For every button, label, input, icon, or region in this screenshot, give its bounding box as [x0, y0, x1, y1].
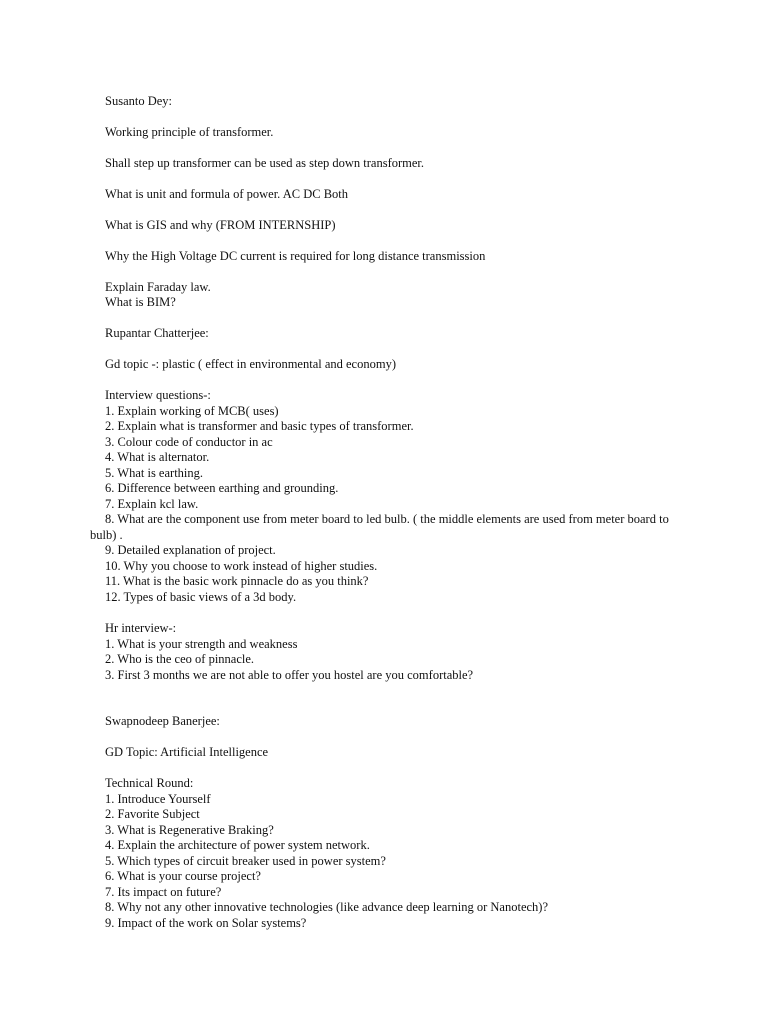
- list-item: 2. Who is the ceo of pinnacle.: [105, 652, 255, 666]
- list-item: 4. What is alternator.: [105, 450, 210, 464]
- heading-swapnodeep-banerjee: Swapnodeep Banerjee:: [105, 714, 220, 728]
- heading-susanto-dey: Susanto Dey:: [105, 94, 173, 108]
- text-line: What is unit and formula of power. AC DC Both: [105, 187, 349, 201]
- section-heading: Hr interview-:: [105, 621, 177, 635]
- list-item: 9. Impact of the work on Solar systems?: [105, 916, 307, 930]
- list-item: 8. Why not any other innovative technologies (like advance deep learning or Nanotech)?: [105, 900, 549, 914]
- list-item: 10. Why you choose to work instead of higher studies.: [105, 559, 378, 573]
- list-item: 11. What is the basic work pinnacle do as you think?: [105, 574, 369, 588]
- text-line: Explain Faraday law.: [105, 280, 211, 294]
- list-item: 1. Introduce Yourself: [105, 792, 211, 806]
- gd-topic-line: Gd topic -: plastic ( effect in environmental and economy): [105, 357, 396, 371]
- list-item: 12. Types of basic views of a 3d body.: [105, 590, 297, 604]
- text-line: Why the High Voltage DC current is required for long distance transmission: [105, 249, 486, 263]
- text-line: Shall step up transformer can be used as step down transformer.: [105, 156, 425, 170]
- list-item: 7. Its impact on future?: [105, 885, 222, 899]
- heading-rupantar-chatterjee: Rupantar Chatterjee:: [105, 326, 209, 340]
- list-item: 2. Favorite Subject: [105, 807, 200, 821]
- list-item: 4. Explain the architecture of power system network.: [105, 838, 370, 852]
- list-item: 1. Explain working of MCB( uses): [105, 404, 279, 418]
- gd-topic-line: GD Topic: Artificial Intelligence: [105, 745, 269, 759]
- list-item-continuation: bulb) .: [90, 528, 123, 542]
- list-item: 5. Which types of circuit breaker used in power system?: [105, 854, 386, 868]
- list-item: 1. What is your strength and weakness: [105, 637, 298, 651]
- list-item: 8. What are the component use from meter board to led bulb. ( the middle elements are used from meter board to: [105, 512, 669, 526]
- section-heading: Interview questions-:: [105, 388, 211, 402]
- list-item: 3. What is Regenerative Braking?: [105, 823, 274, 837]
- list-item: 3. First 3 months we are not able to offer you hostel are you comfortable?: [105, 668, 474, 682]
- section-heading: Technical Round:: [105, 776, 194, 790]
- list-item: 9. Detailed explanation of project.: [105, 543, 276, 557]
- list-item: 5. What is earthing.: [105, 466, 204, 480]
- list-item: 3. Colour code of conductor in ac: [105, 435, 273, 449]
- text-line: What is GIS and why (FROM INTERNSHIP): [105, 218, 336, 232]
- list-item: 7. Explain kcl law.: [105, 497, 199, 511]
- list-item: 2. Explain what is transformer and basic types of transformer.: [105, 419, 414, 433]
- list-item: 6. What is your course project?: [105, 869, 261, 883]
- text-line: Working principle of transformer.: [105, 125, 274, 139]
- text-line: What is BIM?: [105, 295, 176, 309]
- list-item: 6. Difference between earthing and grounding.: [105, 481, 339, 495]
